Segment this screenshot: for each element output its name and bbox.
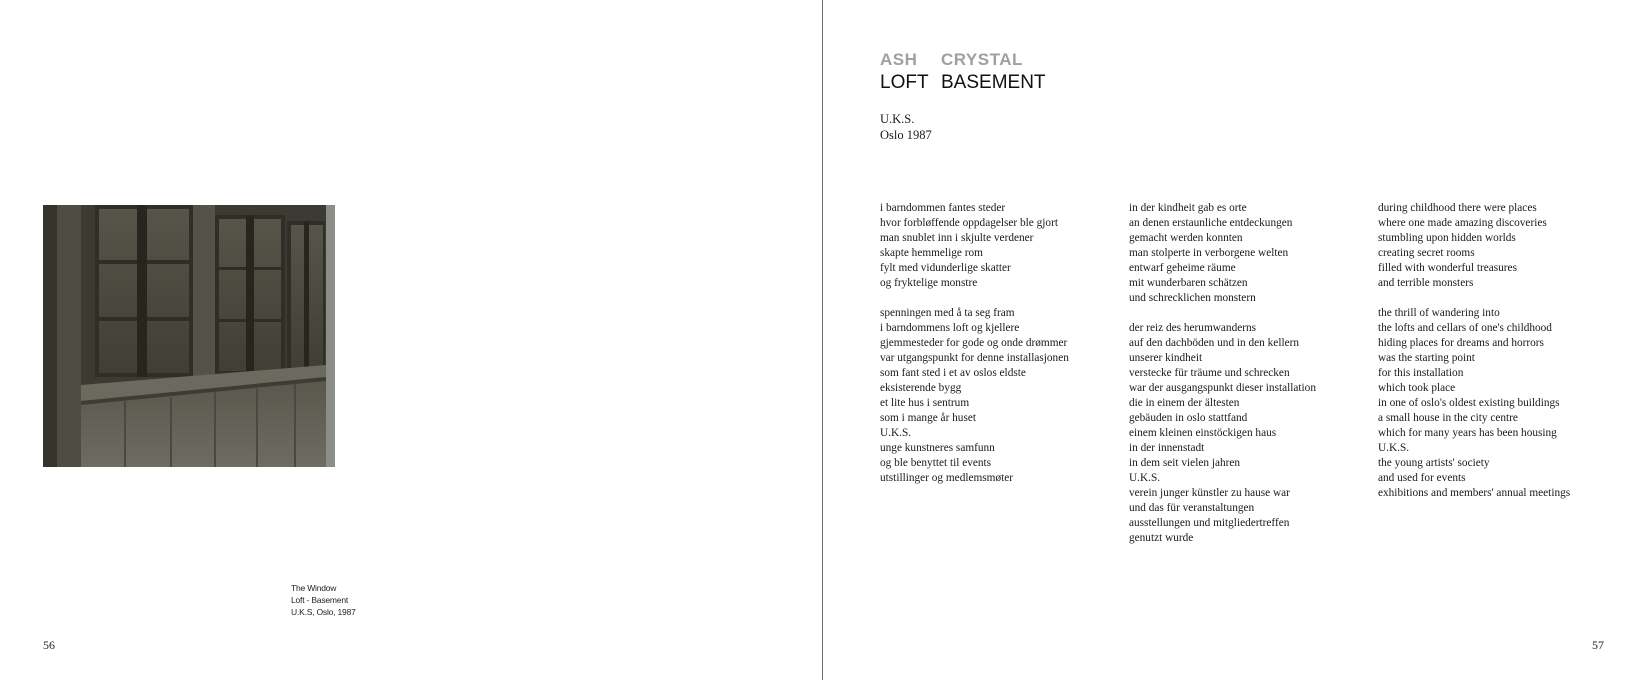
title-row-grey	[880, 49, 1046, 71]
title-ash: ASH	[880, 50, 918, 69]
title-loft: LOFT	[880, 72, 929, 93]
poem-line: i barndommens loft og kjellere	[880, 322, 1020, 334]
poem-line: einem kleinen einstöckigen haus	[1129, 427, 1277, 439]
poem-line: U.K.S.	[1129, 472, 1161, 484]
poem-line: die in einem der ältesten	[1129, 397, 1240, 409]
window-photo	[43, 205, 335, 467]
poem-line: i barndommen fantes steder	[880, 202, 1006, 214]
poem-line: which took place	[1378, 382, 1456, 394]
poem-line: verstecke für träume und schrecken	[1129, 367, 1290, 379]
poem-line: exhibitions and members' annual meetings	[1378, 487, 1571, 499]
poem-line: was the starting point	[1378, 352, 1475, 364]
poem-line: and used for events	[1378, 472, 1466, 484]
venue-place-year: Oslo 1987	[880, 128, 932, 142]
poem-line: spenningen med å ta seg fram	[880, 307, 1015, 319]
poem-norwegian	[880, 201, 1069, 501]
poem-line: a small house in the city centre	[1378, 412, 1518, 424]
poem-stanza	[1129, 201, 1316, 306]
poem-line: stumbling upon hidden worlds	[1378, 232, 1516, 244]
poem-line: skapte hemmelige rom	[880, 247, 983, 259]
poem-line: during childhood there were places	[1378, 202, 1537, 214]
poem-line: var utgangspunkt for denne installasjonen	[880, 352, 1069, 364]
caption-line: U.K.S, Oslo, 1987	[291, 607, 356, 617]
title-block	[880, 49, 1046, 95]
poem-stanza	[1129, 321, 1316, 546]
venue-meta	[880, 111, 932, 143]
title-crystal: CRYSTAL	[941, 50, 1023, 69]
poem-line: an denen erstaunliche entdeckungen	[1129, 217, 1293, 229]
caption-line: The Window	[291, 583, 337, 593]
poem-line: man snublet inn i skjulte verdener	[880, 232, 1034, 244]
poem-line: creating secret rooms	[1378, 247, 1475, 259]
poem-line: ausstellungen und mitgliedertreffen	[1129, 517, 1290, 529]
poem-line: U.K.S.	[1378, 442, 1410, 454]
poem-line: unserer kindheit	[1129, 352, 1203, 364]
poem-line: auf den dachböden und in den kellern	[1129, 337, 1300, 349]
poem-line: the thrill of wandering into	[1378, 307, 1500, 319]
poem-line: og fryktelige monstre	[880, 277, 978, 289]
poem-line: and terrible monsters	[1378, 277, 1474, 289]
poem-line: the young artists' society	[1378, 457, 1490, 469]
poem-german	[1129, 201, 1316, 561]
poem-line: hvor forbløffende oppdagelser ble gjort	[880, 217, 1058, 229]
title-basement: BASEMENT	[941, 72, 1046, 93]
poem-line: which for many years has been housing	[1378, 427, 1557, 439]
poem-line: in one of oslo's oldest existing buildings	[1378, 397, 1560, 409]
poem-line: genutzt wurde	[1129, 532, 1194, 544]
poem-line: gebäuden in oslo stattfand	[1129, 412, 1248, 424]
poem-line: the lofts and cellars of one's childhood	[1378, 322, 1552, 334]
page-number-right: 57	[1592, 638, 1604, 652]
venue-name: U.K.S.	[880, 112, 915, 126]
poem-line: et lite hus i sentrum	[880, 397, 970, 409]
poem-line: entwarf geheime räume	[1129, 262, 1236, 274]
poem-line: U.K.S.	[880, 427, 912, 439]
poem-line: in dem seit vielen jahren	[1129, 457, 1241, 469]
poem-line: som fant sted i et av oslos eldste	[880, 367, 1026, 379]
poem-line: der reiz des herumwanderns	[1129, 322, 1257, 334]
poem-line: where one made amazing discoveries	[1378, 217, 1547, 229]
poem-line: war der ausgangspunkt dieser installation	[1129, 382, 1316, 394]
poem-line: gjemmesteder for gode og onde drømmer	[880, 337, 1068, 349]
poem-line: und das für veranstaltungen	[1129, 502, 1255, 514]
poem-stanza	[880, 201, 1069, 291]
poem-line: og ble benyttet til events	[880, 457, 992, 469]
poem-line: gemacht werden konnten	[1129, 232, 1243, 244]
page-gutter	[822, 0, 823, 680]
photo-caption	[291, 582, 356, 618]
poem-stanza	[1378, 306, 1570, 501]
poem-line: man stolperte in verborgene welten	[1129, 247, 1289, 259]
poem-line: fylt med vidunderlige skatter	[880, 262, 1011, 274]
photo-of-window-facade	[43, 205, 335, 467]
page-number-left: 56	[43, 638, 55, 652]
poem-line: in der innenstadt	[1129, 442, 1205, 454]
poem-line: mit wunderbaren schätzen	[1129, 277, 1248, 289]
poem-line: utstillinger og medlemsmøter	[880, 472, 1014, 484]
poem-line: som i mange år huset	[880, 412, 977, 424]
poem-stanza	[880, 306, 1069, 486]
poem-line: in der kindheit gab es orte	[1129, 202, 1247, 214]
poem-line: unge kunstneres samfunn	[880, 442, 995, 454]
title-row-black	[880, 71, 1046, 95]
poem-line: hiding places for dreams and horrors	[1378, 337, 1544, 349]
poem-stanza	[1378, 201, 1570, 291]
poem-line: und schrecklichen monstern	[1129, 292, 1256, 304]
poem-line: for this installation	[1378, 367, 1464, 379]
poem-english	[1378, 201, 1570, 516]
poem-line: filled with wonderful treasures	[1378, 262, 1517, 274]
poem-line: eksisterende bygg	[880, 382, 962, 394]
poem-line: verein junger künstler zu hause war	[1129, 487, 1290, 499]
caption-line: Loft - Basement	[291, 595, 349, 605]
